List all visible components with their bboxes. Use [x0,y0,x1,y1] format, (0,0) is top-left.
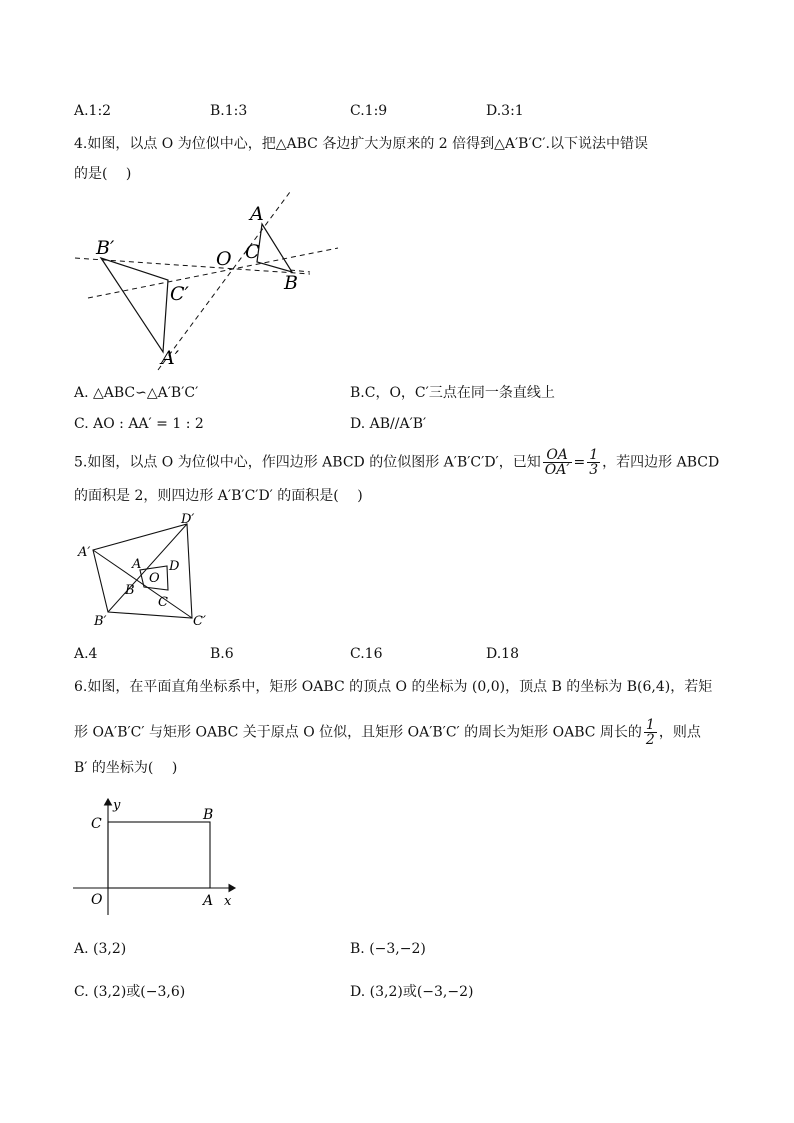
q4-option-d: D. AB//A′B′ [350,416,427,432]
q5-label-b: B [125,583,135,598]
q3-option-b: B.1:3 [210,103,248,119]
q6-half-num: 1 [645,717,655,733]
q6-label-c: C [91,816,102,832]
q5-label-d: D [169,559,180,574]
q4-figure [70,188,345,378]
q6-option-c: C. (3,2)或(−3,6) [74,984,186,1000]
q3-option-d: D.3:1 [486,103,524,119]
q5-label-b-prime: B′ [94,614,107,629]
q6-label-x: x [224,894,232,909]
q6-figure [70,793,245,923]
q4-label-c-prime: C′ [170,283,189,305]
q5-label-a-prime: A′ [78,545,91,560]
q5-val-num: 1 [589,447,599,463]
q4-label-a-prime: A′ [161,347,180,369]
q5-figure [74,510,214,630]
q5-stem-line1 [74,448,719,477]
q5-frac-den: OA′ [544,462,570,478]
q3-option-c: C.1:9 [350,103,388,119]
q5-stem-part-b: ，若四边形 ABCD [602,454,720,471]
q6-label-a: A [203,893,214,909]
q6-label-b: B [203,807,214,823]
q5-val-den: 3 [589,462,599,478]
q6-option-a: A. (3,2) [74,941,127,957]
q5-stem-part-a: 5.如图，以点 O 为位似中心，作四边形 ABCD 的位似图形 A′B′C′D′，已知 [74,454,541,471]
q5-fraction-value [587,448,600,477]
q5-option-b: B.6 [210,646,234,662]
q6-half-den: 2 [645,732,655,748]
q4-label-a: A [250,203,264,225]
q5-option-a: A.4 [74,646,98,662]
q5-equals: = [573,454,586,471]
q6-label-o: O [91,892,103,908]
q5-fraction-oa [543,448,572,477]
q5-label-d-prime: D′ [181,512,195,527]
q5-option-c: C.16 [350,646,383,662]
q4-label-b-prime: B′ [96,237,115,259]
q6-stem-line3: B′ 的坐标为( ) [74,760,178,776]
q4-option-b: B.C，O，C′三点在同一条直线上 [350,385,555,401]
q4-option-c: C. AO : AA′ = 1 : 2 [74,416,204,432]
q6-fraction-half [644,718,657,747]
q6-stem-line2 [74,718,701,747]
q4-stem-line2: 的是( ) [74,166,132,182]
q5-stem-line2: 的面积是 2，则四边形 A′B′C′D′ 的面积是( ) [74,488,363,504]
q6-stem-line1: 6.如图，在平面直角坐标系中，矩形 OABC 的顶点 O 的坐标为 (0,0)，顶点 B 的坐标为 B(6,4)，若矩 [74,679,713,695]
q6-stem-part-a: 形 OA′B′C′ 与矩形 OABC 关于原点 O 位似，且矩形 OA′B′C′ 的周长为矩形 OABC 周长的 [74,724,642,741]
q6-label-y: y [113,798,121,813]
q3-option-a: A.1:2 [74,103,112,119]
q4-label-b: B [284,272,298,294]
q4-option-a: A. △ABC∽△A′B′C′ [74,385,199,401]
q6-option-d: D. (3,2)或(−3,−2) [350,984,474,1000]
q4-label-c: C [245,241,260,263]
q5-option-d: D.18 [486,646,519,662]
q5-label-a: A [132,557,142,572]
q5-label-c-prime: C′ [193,614,206,629]
q5-label-c: C [158,595,168,610]
q5-frac-num: OA [543,448,572,463]
q6-stem-part-b: ，则点 [658,724,701,741]
q4-label-o: O [216,248,232,270]
q6-option-b: B. (−3,−2) [350,941,426,957]
q5-label-o: O [149,571,160,586]
q4-stem-line1: 4.如图，以点 O 为位似中心，把△ABC 各边扩大为原来的 2 倍得到△A′B′C′.以下说法中错误 [74,136,648,152]
